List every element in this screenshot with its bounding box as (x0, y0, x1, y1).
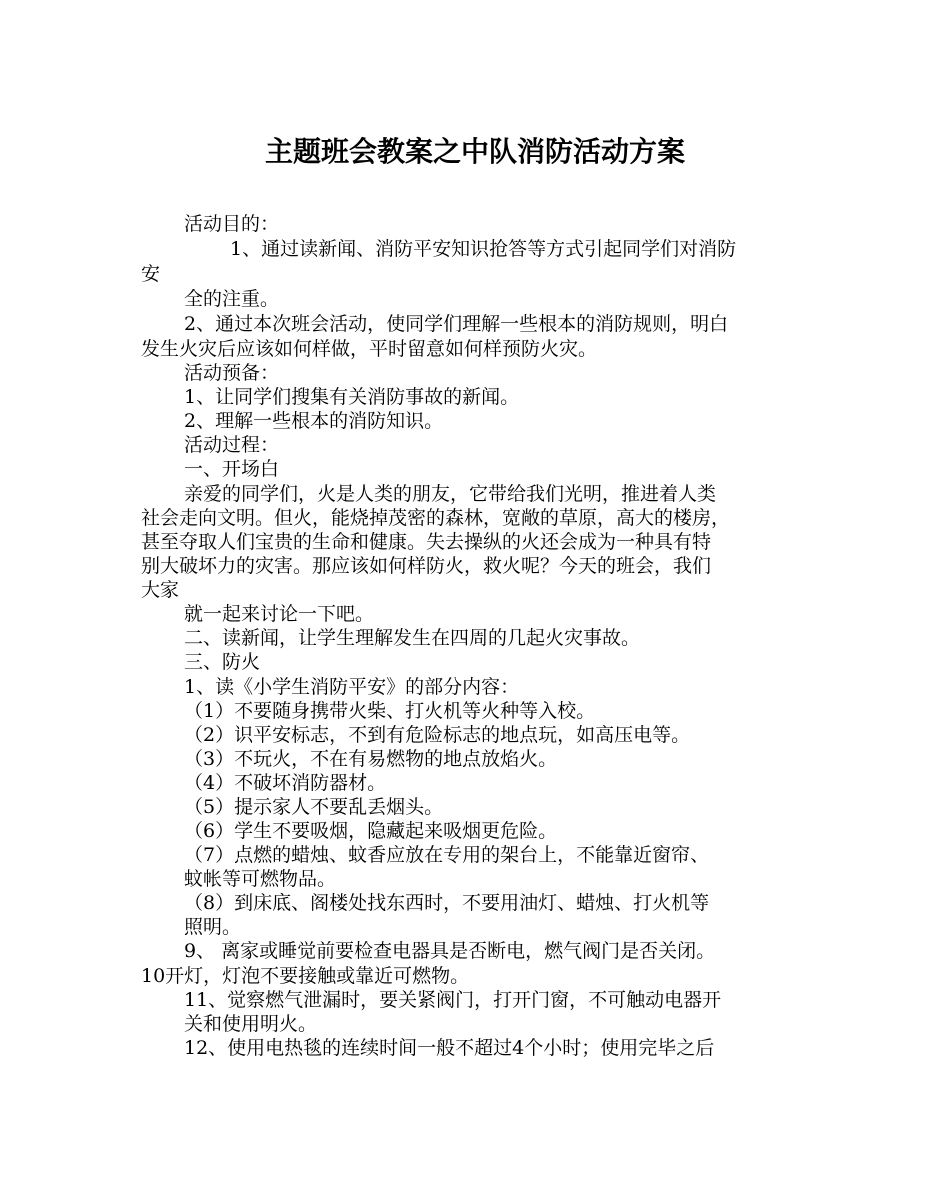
text-line: 甚至夺取人们宝贵的生命和健康。失去操纵的火还会成为一种具有特 (141, 531, 712, 553)
text-line: 安 (141, 263, 161, 285)
text-line: 9、 离家或睡觉前要检查电器具是否断电，燃气阀门是否关闭。 (184, 940, 716, 962)
text-line: （6）学生不要吸烟，隐藏起来吸烟更危险。 (184, 820, 558, 842)
text-line: （8）到床底、阁楼处找东西时，不要用油灯、蜡烛、打火机等 (184, 892, 710, 914)
text-line: 别大破坏力的灾害。那应该如何样防火，救火呢？今天的班会，我们 (141, 555, 712, 577)
text-line: 2、理解一些根本的消防知识。 (184, 410, 444, 432)
document-title: 主题班会教案之中队消防活动方案 (264, 135, 685, 168)
text-line: 活动目的： (184, 213, 280, 235)
text-line: 全的注重。 (184, 288, 280, 310)
text-line: 蚊帐等可燃物品。 (184, 868, 337, 890)
text-line: 大家 (141, 579, 180, 601)
text-line: 11、觉察燃气泄漏时，要关紧阀门，打开门窗，不可触动电器开 (184, 989, 722, 1011)
text-line: 10开灯，灯泡不要接触或靠近可燃物。 (141, 965, 470, 987)
text-line: 就一起来讨论一下吧。 (184, 603, 375, 625)
text-line: 2、通过本次班会活动，使同学们理解一些根本的消防规则，明白 (184, 313, 729, 335)
text-line: （2）识平安标志，不到有危险标志的地点玩，如高压电等。 (184, 724, 691, 746)
text-line: 亲爱的同学们，火是人类的朋友，它带给我们光明，推进着人类 (184, 483, 717, 505)
text-line: 照明。 (184, 916, 242, 938)
text-line: （5）提示家人不要乱丢烟头。 (184, 796, 444, 818)
text-line: 三、防火 (184, 651, 261, 673)
text-line: 1、通过读新闻、消防平安知识抢答等方式引起同学们对消防 (230, 238, 737, 260)
text-line: 1、让同学们搜集有关消防事故的新闻。 (184, 386, 520, 408)
text-line: 二、读新闻，让学生理解发生在四周的几起火灾事故。 (184, 627, 641, 649)
text-line: （7）点燃的蜡烛、蚊香应放在专用的架台上，不能靠近窗帘、 (184, 844, 710, 866)
text-line: 活动过程： (184, 434, 280, 456)
text-line: 活动预备： (184, 362, 280, 384)
text-line: 1、读《小学生消防平安》的部分内容： (184, 676, 520, 698)
text-line: 社会走向文明。但火，能烧掉茂密的森林，宽敞的草原，高大的楼房， (141, 507, 731, 529)
text-line: 一、开场白 (184, 458, 280, 480)
text-line: （4）不破坏消防器材。 (184, 772, 387, 794)
text-line: 12、使用电热毯的连续时间一般不超过4个小时；使用完毕之后 (184, 1037, 715, 1059)
text-line: （3）不玩火，不在有易燃物的地点放焰火。 (184, 748, 558, 770)
text-line: 关和使用明火。 (184, 1013, 318, 1035)
text-line: 发生火灾后应该如何样做，平时留意如何样预防火灾。 (141, 338, 598, 360)
text-line: （1）不要随身携带火柴、打火机等火种等入校。 (184, 700, 596, 722)
